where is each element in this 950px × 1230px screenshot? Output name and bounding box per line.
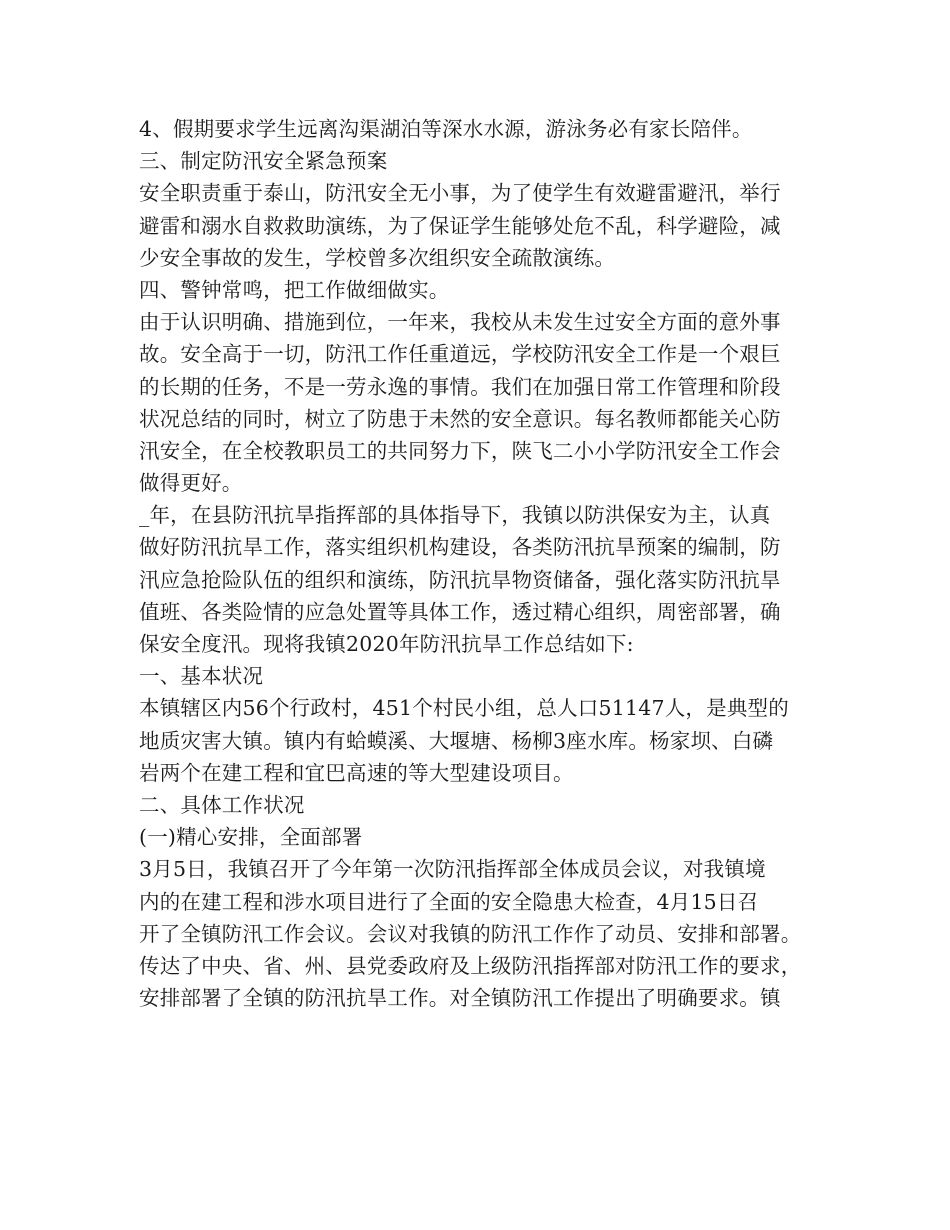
text-line: 由于认识明确、措施到位，一年来，我校从未发生过安全方面的意外事 (139, 310, 781, 335)
text-line: 安全职责重于泰山，防汛安全无小事，为了使学生有效避雷避汛，举行 (139, 181, 781, 206)
text-line: 保安全度汛。现将我镇2020年防汛抗旱工作总结如下: (139, 632, 634, 656)
text-line: 3月5日，我镇召开了今年第一次防汛指挥部全体成员会议，对我镇境 (139, 857, 766, 882)
text-line: 的长期的任务，不是一劳永逸的事情。我们在加强日常工作管理和阶段 (139, 374, 781, 399)
text-line: 岩两个在建工程和宜巴高速的等大型建设项目。 (139, 760, 574, 785)
section-heading: 二、具体工作状况 (139, 792, 305, 817)
text-line: 开了全镇防汛工作会议。会议对我镇的防汛工作作了动员、安排和部署。 (139, 921, 802, 946)
document-body (139, 113, 839, 1014)
text-line: 汛应急抢险队伍的组织和演练，防汛抗旱物资储备，强化落实防汛抗旱 (139, 567, 781, 592)
subsection-heading: (一)精心安排，全面部署 (139, 825, 363, 850)
text-line: 汛安全，在全校教职员工的共同努力下，陕飞二小小学防汛安全工作会 (139, 438, 781, 463)
text-line: 故。安全高于一切，防汛工作任重道远，学校防汛安全工作是一个艰巨 (139, 342, 781, 367)
text-line: 安排部署了全镇的防汛抗旱工作。对全镇防汛工作提出了明确要求。镇 (139, 986, 781, 1011)
section-heading: 四、警钟常鸣，把工作做细做实。 (139, 277, 450, 302)
text-line: 做好防汛抗旱工作，落实组织机构建设，各类防汛抗旱预案的编制，防 (139, 535, 781, 560)
text-line: 内的在建工程和涉水项目进行了全面的安全隐患大检查，4月15日召 (139, 889, 759, 914)
section-heading: 一、基本状况 (139, 664, 264, 689)
text-line: 少安全事故的发生，学校曾多次组织安全疏散演练。 (139, 245, 616, 270)
section-heading: 三、制定防汛安全紧急预案 (139, 149, 388, 174)
text-line: 本镇辖区内56个行政村，451个村民小组，总人口51147人，是典型的 (139, 696, 789, 721)
text-line: 传达了中央、省、州、县党委政府及上级防汛指挥部对防汛工作的要求， (139, 953, 802, 978)
text-line: 地质灾害大镇。镇内有蛤蟆溪、大堰塘、杨柳3座水库。杨家坝、白磷 (139, 728, 774, 753)
text-line: 值班、各类险情的应急处置等具体工作，透过精心组织，周密部署，确 (139, 599, 781, 624)
text-line: 状况总结的同时，树立了防患于未然的安全意识。每名教师都能关心防 (139, 406, 781, 431)
text-line: 4、假期要求学生远离沟渠湖泊等深水水源，游泳务必有家长陪伴。 (139, 117, 753, 141)
text-line: _年，在县防汛抗旱指挥部的具体指导下，我镇以防洪保安为主，认真 (139, 503, 771, 528)
text-line: 避雷和溺水自救救助演练，为了保证学生能够处危不乱，科学避险，减 (139, 213, 781, 238)
text-line: 做得更好。 (139, 471, 243, 496)
